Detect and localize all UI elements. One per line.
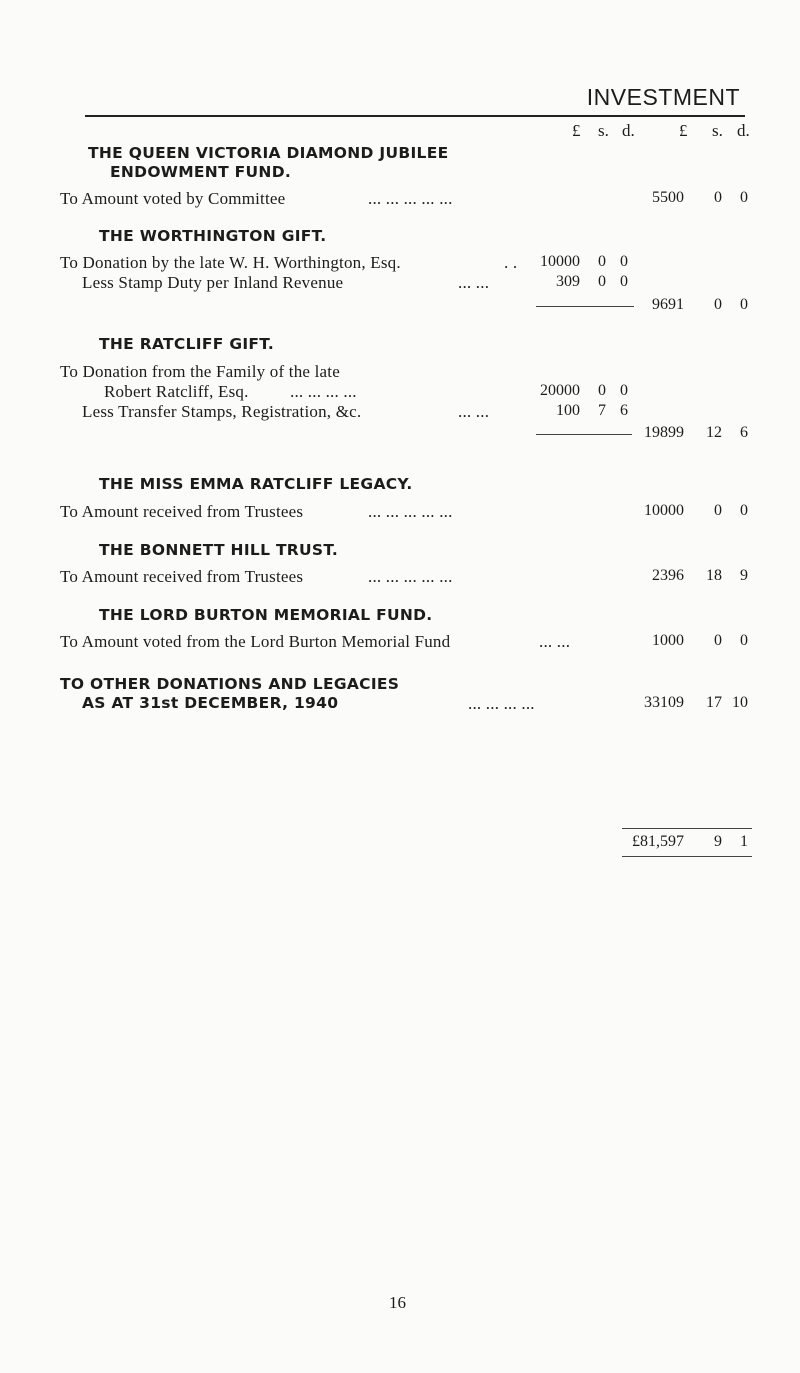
subtotal-rule	[536, 306, 634, 307]
leader-dots: ... ...	[458, 402, 490, 421]
total-shillings: 17	[706, 694, 722, 711]
line-text: To Amount voted by Committee	[60, 189, 286, 208]
sub-shillings: 0	[598, 382, 606, 399]
sub-pence: 6	[620, 402, 628, 419]
sub-pounds: 309	[556, 273, 580, 290]
total-pence: 0	[740, 502, 748, 519]
total-pounds: 33109	[644, 694, 684, 711]
section-title: THE LORD BURTON MEMORIAL FUND.	[99, 606, 433, 624]
grand-total-pounds: £81,597	[632, 833, 684, 850]
section-title: THE MISS EMMA RATCLIFF LEGACY.	[99, 475, 413, 493]
line-text: Robert Ratcliff, Esq.	[104, 382, 249, 401]
total-shillings: 0	[714, 632, 722, 649]
total-pounds: 5500	[652, 189, 684, 206]
section-title: THE WORTHINGTON GIFT.	[99, 227, 327, 245]
grand-total-pence: 1	[740, 833, 748, 850]
sub-pence: 0	[620, 253, 628, 270]
section-title: ENDOWMENT FUND.	[110, 163, 292, 181]
leader-dots: ... ... ... ...	[468, 694, 535, 713]
line-text: Less Stamp Duty per Inland Revenue	[82, 273, 344, 292]
sub-pounds: 100	[556, 402, 580, 419]
section-title: THE BONNETT HILL TRUST.	[99, 541, 339, 559]
line-text: To Donation by the late W. H. Worthington, Esq.	[60, 253, 401, 272]
sub-shillings: 0	[598, 253, 606, 270]
total-pence: 0	[740, 189, 748, 206]
col-header-shillings-1: s.	[598, 121, 609, 140]
col-header-pence-2: d.	[737, 121, 750, 140]
grand-total-rule-bottom	[622, 856, 752, 857]
sub-pence: 0	[620, 273, 628, 290]
grand-total-rule-top	[622, 828, 752, 829]
total-shillings: 12	[706, 424, 722, 441]
col-header-pounds-2: £	[679, 121, 688, 140]
leader-dots: ... ... ... ... ...	[368, 567, 453, 586]
leader-dots: ... ... ... ... ...	[368, 189, 453, 208]
line-text: To Donation from the Family of the late	[60, 362, 340, 381]
leader-dots: ... ... ... ... ...	[368, 502, 453, 521]
section-title: AS AT 31st DECEMBER, 1940	[82, 694, 339, 712]
total-pounds: 1000	[652, 632, 684, 649]
col-header-pounds-1: £	[572, 121, 581, 140]
line-text: To Amount received from Trustees	[60, 502, 304, 521]
sub-pounds: 20000	[540, 382, 580, 399]
header-rule	[85, 115, 745, 117]
total-pounds: 10000	[644, 502, 684, 519]
line-text: Less Transfer Stamps, Registration, &c.	[82, 402, 362, 421]
col-header-pence-1: d.	[622, 121, 635, 140]
leader-dots: ... ...	[458, 273, 490, 292]
total-pounds: 2396	[652, 567, 684, 584]
col-header-shillings-2: s.	[712, 121, 723, 140]
total-shillings: 0	[714, 502, 722, 519]
total-pence: 0	[740, 632, 748, 649]
total-pence: 0	[740, 296, 748, 313]
total-shillings: 0	[714, 189, 722, 206]
page-number: 16	[389, 1293, 406, 1312]
subtotal-rule	[536, 434, 632, 435]
grand-total-shillings: 9	[714, 833, 722, 850]
section-title: THE RATCLIFF GIFT.	[99, 335, 275, 353]
leader-dots: . .	[504, 253, 518, 272]
total-pence: 10	[732, 694, 748, 711]
line-text: To Amount voted from the Lord Burton Memorial Fund	[60, 632, 451, 651]
page-title: INVESTMENT	[586, 84, 740, 110]
section-title: TO OTHER DONATIONS AND LEGACIES	[60, 675, 400, 693]
total-pence: 9	[740, 567, 748, 584]
line-text: To Amount received from Trustees	[60, 567, 304, 586]
section-title: THE QUEEN VICTORIA DIAMOND JUBILEE	[88, 144, 449, 162]
total-pounds: 9691	[652, 296, 684, 313]
total-pence: 6	[740, 424, 748, 441]
sub-pence: 0	[620, 382, 628, 399]
sub-shillings: 0	[598, 273, 606, 290]
total-pounds: 19899	[644, 424, 684, 441]
total-shillings: 18	[706, 567, 722, 584]
sub-shillings: 7	[598, 402, 606, 419]
leader-dots: ... ...	[539, 632, 571, 651]
total-shillings: 0	[714, 296, 722, 313]
leader-dots: ... ... ... ...	[290, 382, 357, 401]
sub-pounds: 10000	[540, 253, 580, 270]
